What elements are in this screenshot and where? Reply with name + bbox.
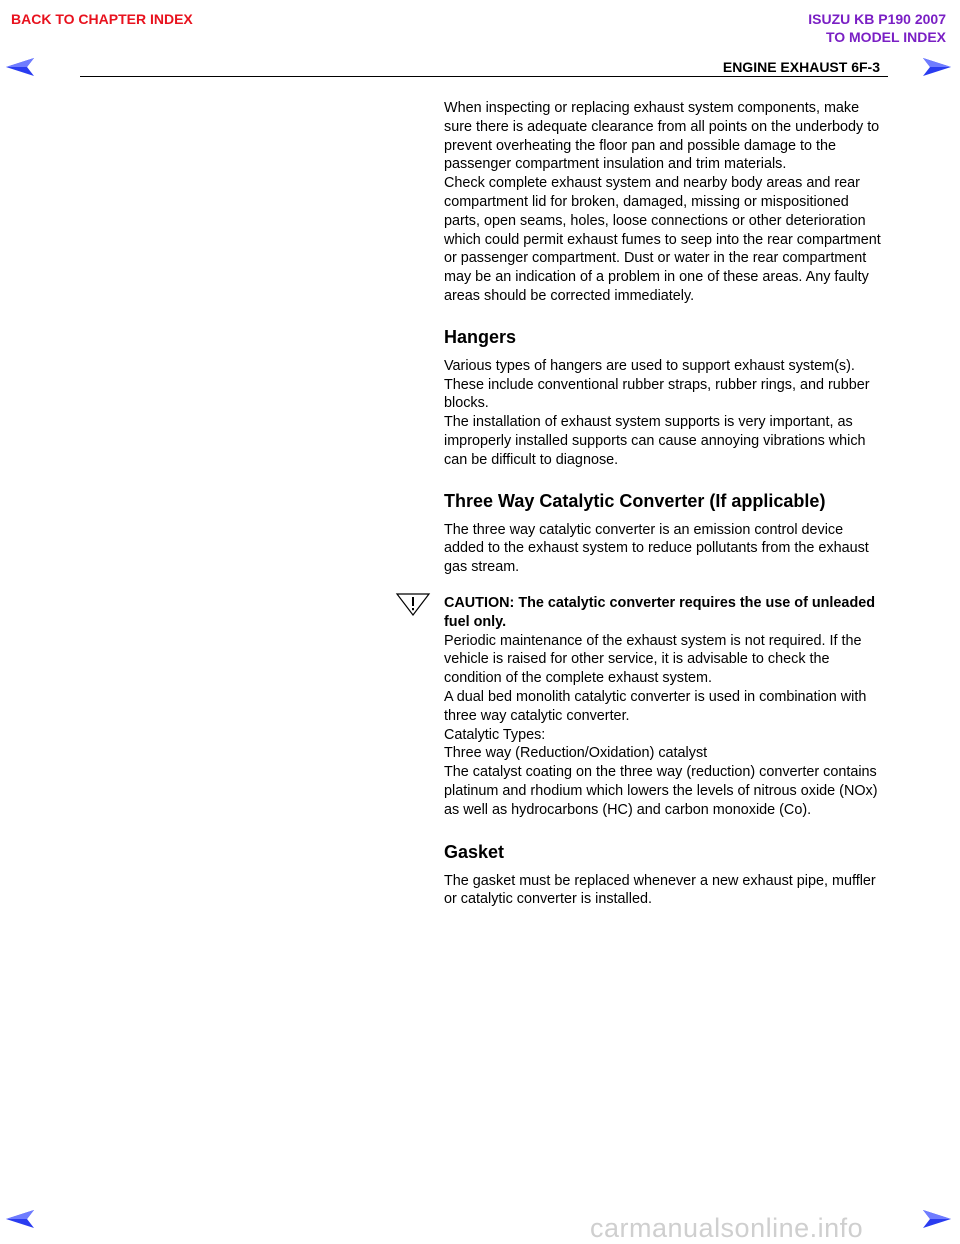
intro-paragraph: Check complete exhaust system and nearby body areas and rear compartment lid for broken, damaged, missing or mispositioned parts, open seams, holes, loose connections or other deterioration which could permit exhaust fumes to seep into the rear compartment or passenger compartment. Dust or water in the rear compartment may be an indication of a problem in one of these areas. Any faulty areas should be corrected immediately. <box>444 175 881 304</box>
arrow-left-icon[interactable] <box>5 57 35 77</box>
converter-paragraph: Catalytic Types: <box>444 726 546 743</box>
header-rule <box>80 76 888 77</box>
watermark: carmanualsonline.info <box>590 1213 864 1243</box>
caution-text: CAUTION: The catalytic converter requires the use of unleaded fuel only. <box>444 594 876 630</box>
caution-block <box>444 594 882 632</box>
back-to-chapter-index-link[interactable]: BACK TO CHAPTER INDEX <box>11 11 193 27</box>
arrow-left-icon[interactable] <box>5 1209 35 1229</box>
intro-paragraph: When inspecting or replacing exhaust system components, make sure there is adequate clearance from all points on the underbody to prevent overheating the floor pan and possible damage to the passenger compartment insulation and trim materials. <box>444 100 880 173</box>
to-model-index-link[interactable]: TO MODEL INDEX <box>825 29 946 45</box>
converter-paragraph: The three way catalytic converter is an emission control device added to the exhaust system to reduce pollutants from the exhaust gas stream. <box>444 521 869 576</box>
converter-paragraph: A dual bed monolith catalytic converter is used in combination with three way catalytic converter. <box>444 688 867 724</box>
page-header-title: ENGINE EXHAUST 6F-3 <box>722 59 880 75</box>
section-heading-gasket: Gasket <box>444 841 505 862</box>
hangers-paragraph: The installation of exhaust system supports is very important, as improperly installed supports can cause annoying vibrations which can be difficult to diagnose. <box>444 414 866 468</box>
arrow-right-icon[interactable] <box>922 1209 952 1229</box>
caution-triangle-icon <box>394 592 432 616</box>
arrow-right-icon[interactable] <box>922 57 952 77</box>
section-heading-catalytic-converter: Three Way Catalytic Converter (If applicable) <box>444 490 826 511</box>
hangers-paragraph: Various types of hangers are used to support exhaust system(s). These include conventional rubber straps, rubber rings, and rubber blocks. <box>444 357 870 412</box>
converter-paragraph: Three way (Reduction/Oxidation) catalyst <box>444 745 708 762</box>
converter-paragraph: Periodic maintenance of the exhaust system is not required. If the vehicle is raised for other service, it is advisable to check the condition of the complete exhaust system. <box>444 632 862 687</box>
gasket-paragraph: The gasket must be replaced whenever a new exhaust pipe, muffler or catalytic converter is installed. <box>444 872 876 908</box>
model-title-link[interactable]: ISUZU KB P190 2007 <box>808 11 946 27</box>
page-content <box>444 99 882 909</box>
section-heading-hangers: Hangers <box>444 326 517 347</box>
converter-paragraph: The catalyst coating on the three way (reduction) converter contains platinum and rhodium which lowers the levels of nitrous oxide (NOx) as well as hydrocarbons (HC) and carbon monoxide (Co). <box>444 764 878 818</box>
